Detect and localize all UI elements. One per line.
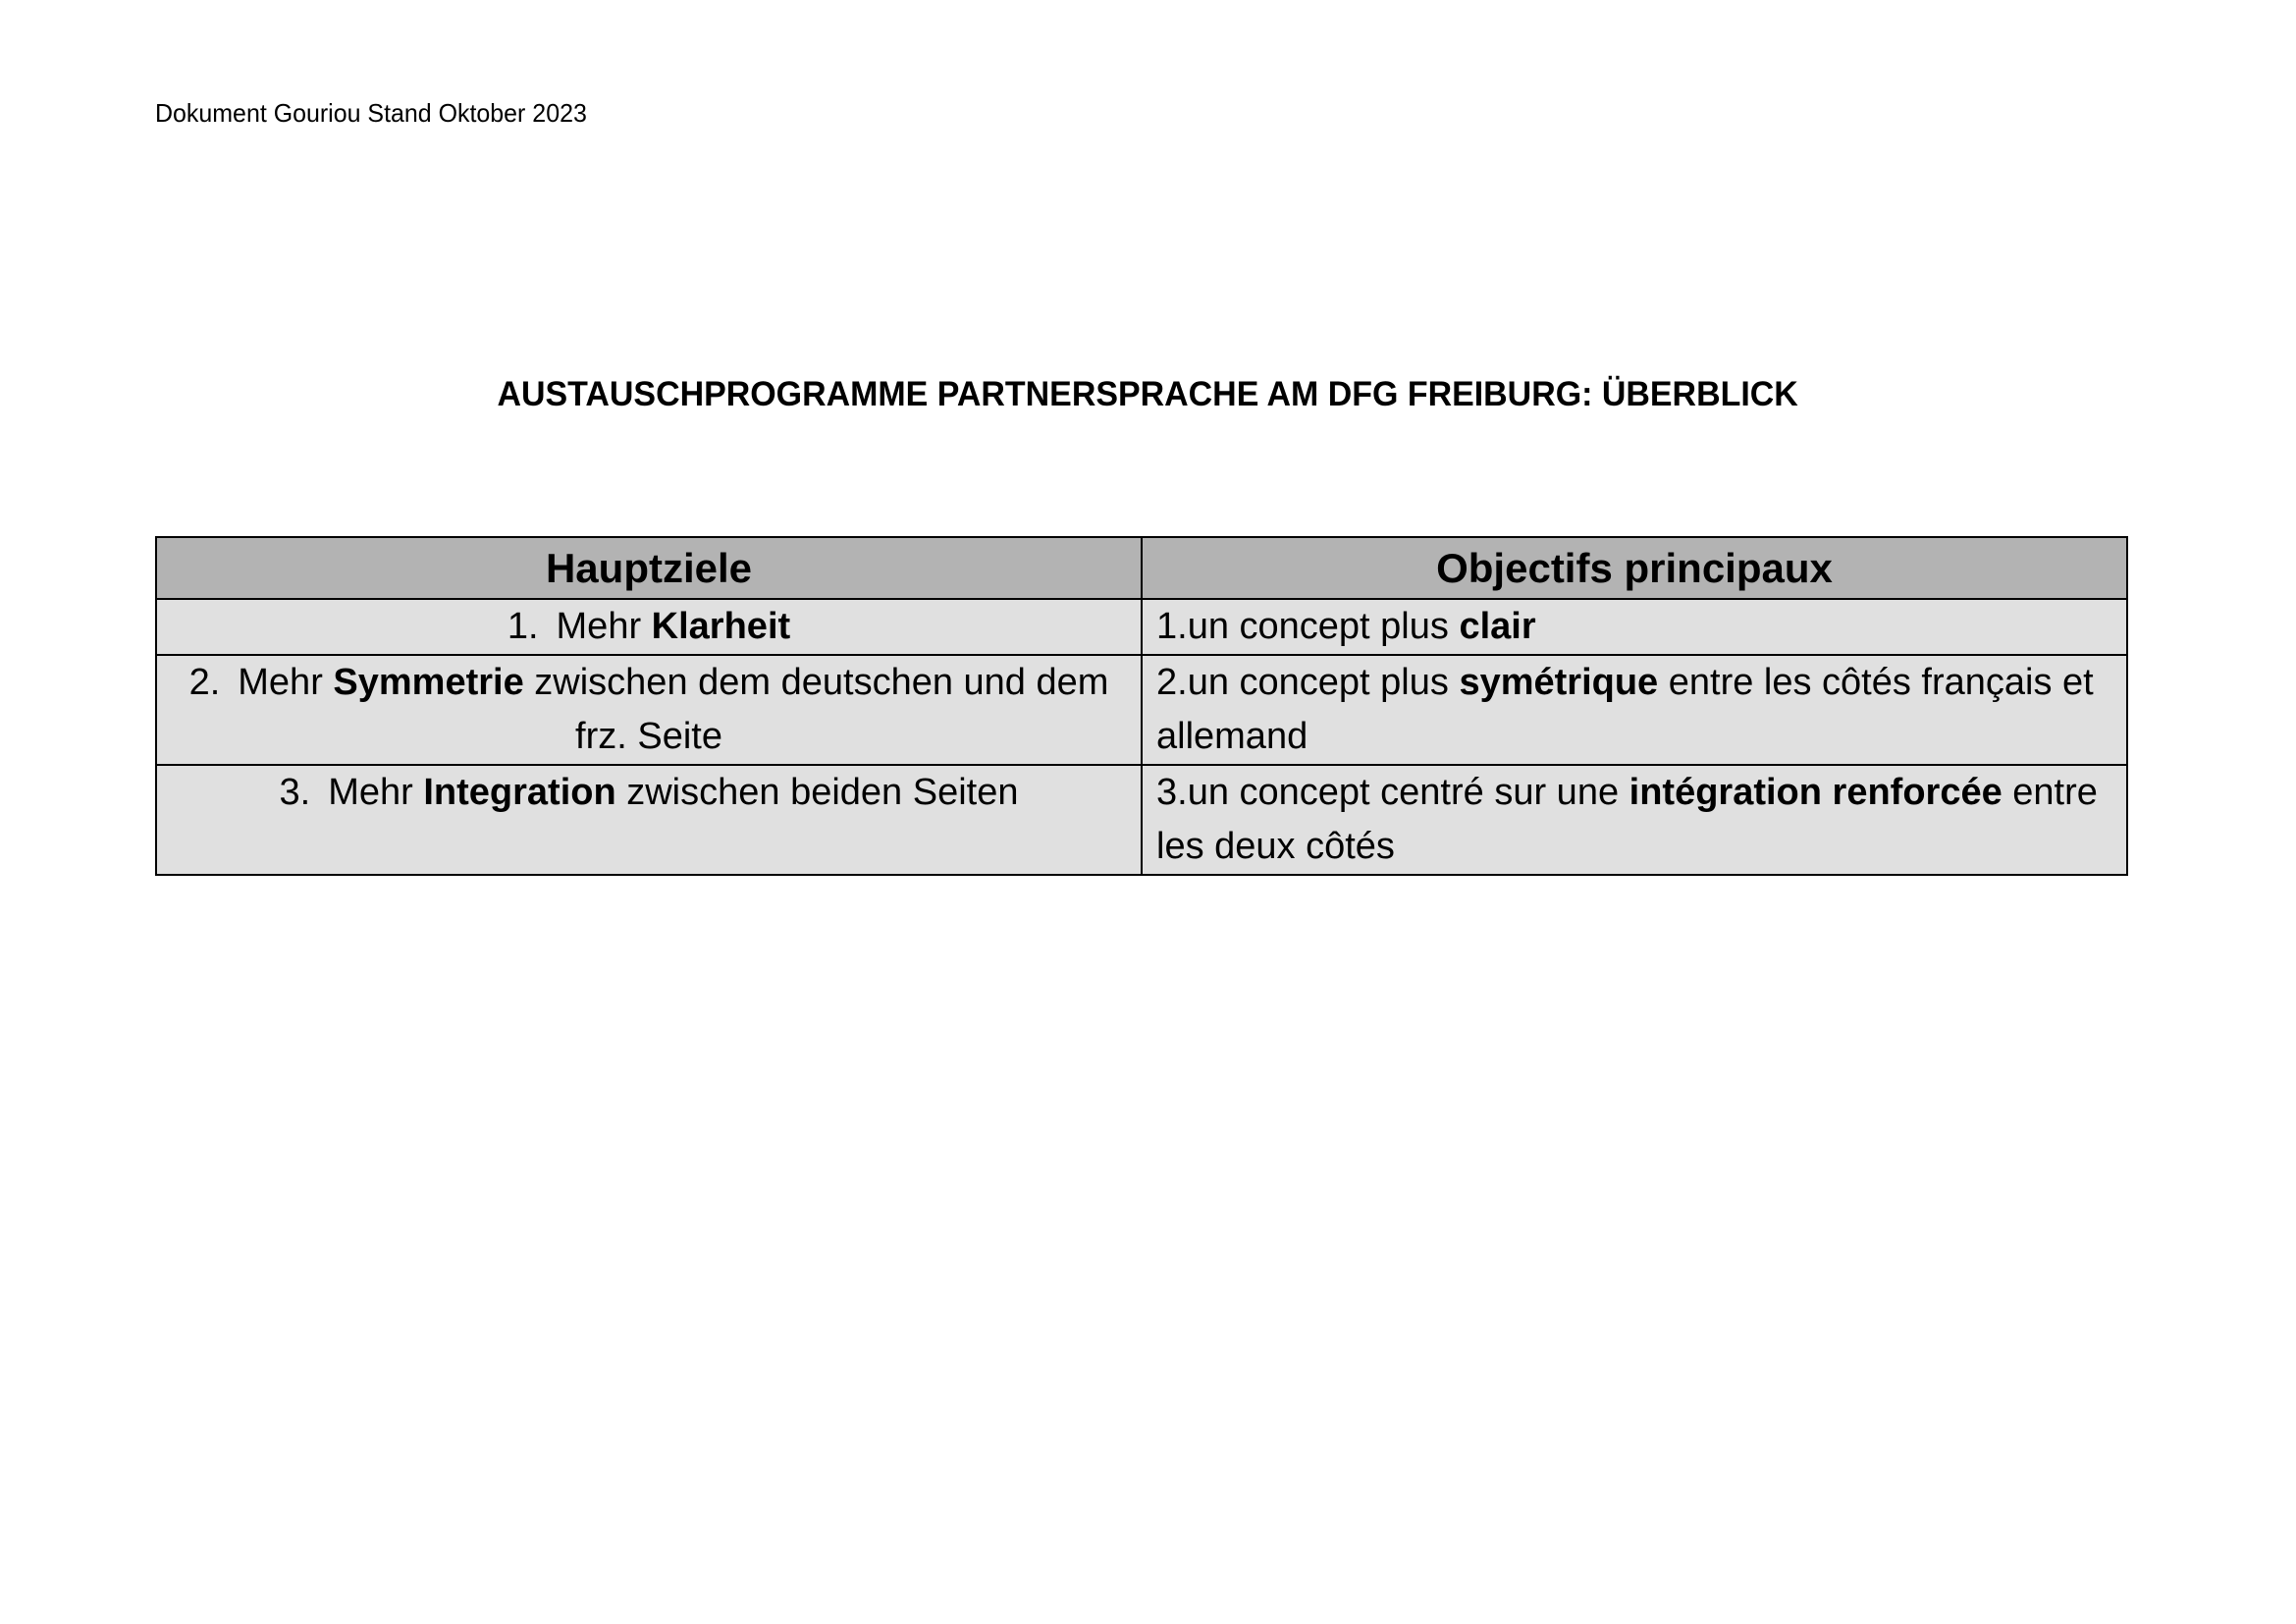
goal-text: 2.un concept plus bbox=[1156, 662, 1460, 703]
document-title bbox=[0, 375, 2296, 414]
goal-text: Mehr bbox=[328, 772, 424, 813]
goal-number: 3. bbox=[279, 772, 311, 813]
column-header-hauptziele: Hauptziele bbox=[156, 537, 1142, 599]
goal-keyword: Klarheit bbox=[651, 606, 791, 647]
document-title-text: AUSTAUSCHPROGRAMME PARTNERSPRACHE AM DFG FREIBURG: ÜBERBLICK bbox=[497, 375, 1799, 413]
goals-table bbox=[155, 536, 2128, 876]
page-header: Dokument Gouriou Stand Oktober 2023 bbox=[155, 98, 587, 128]
goal-text: Mehr bbox=[556, 606, 652, 647]
goal-de-cell bbox=[156, 765, 1142, 875]
goal-fr-cell bbox=[1142, 765, 2127, 875]
table-row bbox=[156, 599, 2127, 655]
goal-keyword: symétrique bbox=[1459, 662, 1659, 703]
goal-de-cell bbox=[156, 599, 1142, 655]
goal-text-rest: entre les côtés français et allemand bbox=[1156, 662, 2094, 757]
goal-number: 2. bbox=[188, 662, 221, 703]
goal-fr-cell bbox=[1142, 655, 2127, 765]
column-header-objectifs: Objectifs principaux bbox=[1142, 537, 2127, 599]
goal-text-rest: zwischen beiden Seiten bbox=[615, 772, 1019, 813]
goal-de-cell bbox=[156, 655, 1142, 765]
goal-text: Mehr bbox=[238, 662, 334, 703]
goal-keyword: intégration renforcée bbox=[1629, 772, 2002, 813]
goal-text-rest: zwischen dem deutschen und dem frz. Seite bbox=[523, 662, 1109, 757]
table-row bbox=[156, 765, 2127, 875]
goal-fr-cell bbox=[1142, 599, 2127, 655]
goal-text: 3.un concept centré sur une bbox=[1156, 772, 1629, 813]
goal-keyword: Integration bbox=[423, 772, 616, 813]
goal-number: 1. bbox=[507, 606, 539, 647]
goal-keyword: clair bbox=[1459, 606, 1536, 647]
goal-keyword: Symmetrie bbox=[333, 662, 524, 703]
table-header-row bbox=[156, 537, 2127, 599]
goal-text-rest: entre les deux côtés bbox=[1156, 772, 2098, 867]
table-row bbox=[156, 655, 2127, 765]
goal-text: 1.un concept plus bbox=[1156, 606, 1460, 647]
